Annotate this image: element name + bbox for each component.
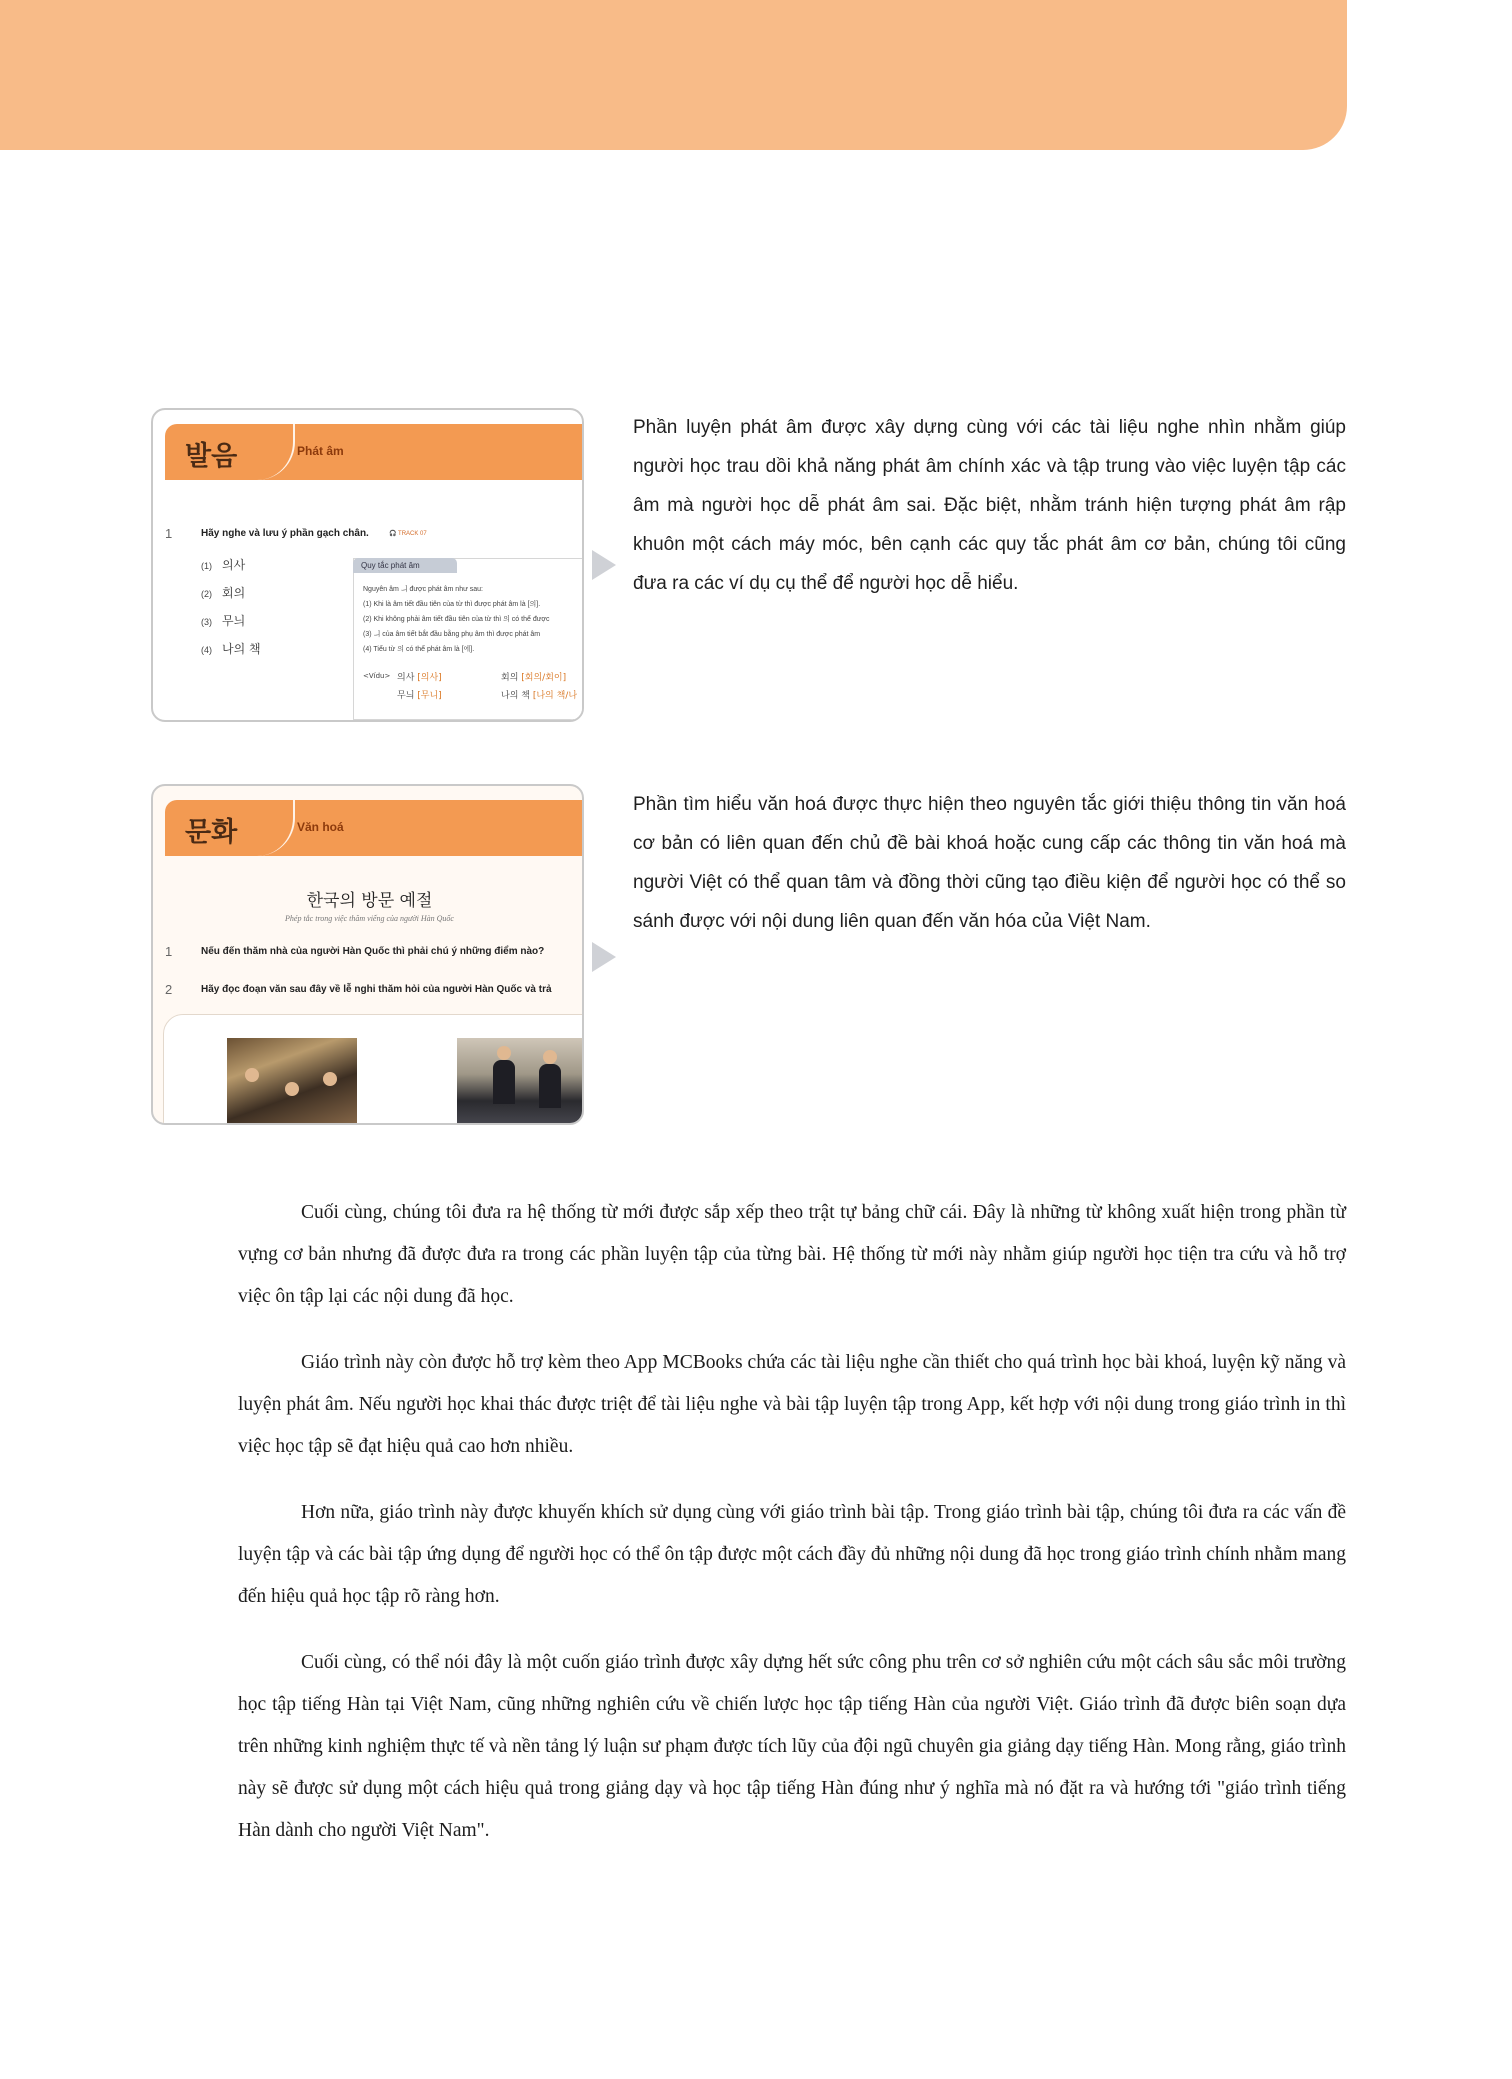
section-banner <box>165 800 584 856</box>
question-number: 2 <box>165 982 173 997</box>
example-item: 무늬 [무니] <box>397 691 442 701</box>
handshake-photo <box>457 1038 584 1125</box>
body-paragraph: Cuối cùng, có thể nói đây là một cuốn giáo trình được xây dựng hết sức công phu trên cơ sở nghiên cứu một cách sâu sắc môi trường học tập tiếng Hàn tại Việt Nam, cũng những nghiên cứu về chiến lược học tập tiếng Hàn của người Việt. Giáo trình đã được biên soạn dựa trên những kinh nghiệm thực tế và nền tảng lý luận sư phạm được tích lũy của đội ngũ chuyên gia giảng dạy tiếng Hàn. Mong rằng, giáo trình này sẽ được sử dụng một cách hiệu quả trong giảng dạy và học tập tiếng Hàn đúng như ý nghĩa mà nó đặt ra và hướng tới "giáo trình tiếng Hàn dành cho người Việt Nam". <box>238 1652 1346 1841</box>
banner-title-vi: Phát âm <box>297 444 344 458</box>
culture-subheading: Phép tắc trong việc thăm viếng của người Hàn Quốc <box>285 914 454 923</box>
vocab-item: (4) 나의 책 <box>201 642 261 656</box>
rule-tab: Quy tắc phát âm <box>353 558 457 573</box>
question-number: 1 <box>165 526 173 541</box>
audio-track-label: 🎧 TRACK 07 <box>389 531 427 537</box>
banner-title-vi: Văn hoá <box>297 820 344 834</box>
body-paragraph: Cuối cùng, chúng tôi đưa ra hệ thống từ mới được sắp xếp theo trật tự bảng chữ cái. Đây là những từ không xuất hiện trong phần từ vựng cơ bản nhưng đã được đưa ra trong các phần luyện tập của từng bài. Hệ thống từ mới này nhằm giúp người học tiện tra cứu và hỗ trợ việc ôn tập lại các nội dung đã học. <box>238 1202 1346 1307</box>
example-item: 회의 [회의/회이] <box>501 673 567 683</box>
culture-preview-card <box>151 784 584 1125</box>
banner-divider <box>257 800 295 856</box>
pronunciation-preview-card <box>151 408 584 722</box>
section-banner <box>165 424 584 480</box>
culture-heading: 한국의 방문 예절 <box>306 891 433 911</box>
headphone-icon: 🎧 <box>389 531 397 537</box>
rule-line: (2) Khi không phải âm tiết đầu tiên của từ thì 의 có thể được <box>363 616 550 623</box>
question-text: Hãy nghe và lưu ý phần gạch chân. <box>201 528 369 539</box>
body-paragraph: Hơn nữa, giáo trình này được khuyến khích sử dụng cùng với giáo trình bài tập. Trong giáo trình bài tập, chúng tôi đưa ra các vấn đề luyện tập và các bài tập ứng dụng để người học có thể ôn tập được một cách đầy đủ những nội dung đã học trong giáo trình chính nhằm mang đến hiệu quả học tập rõ ràng hơn. <box>238 1502 1346 1607</box>
rule-line: Nguyên âm ㅢ được phát âm như sau: <box>363 586 483 593</box>
banner-title-ko: 발음 <box>185 441 238 472</box>
examples-label: <Vídu> <box>363 672 391 680</box>
rule-line: (4) Tiểu từ 의 có thể phát âm là [에]. <box>363 646 475 653</box>
question-number: 1 <box>165 944 173 959</box>
body-paragraph: Giáo trình này còn được hỗ trợ kèm theo App MCBooks chứa các tài liệu nghe cần thiết cho quá trình học bài khoá, luyện kỹ năng và luyện phát âm. Nếu người học khai thác được triệt để tài liệu nghe và bài tập luyện tập trong App, kết hợp với nội dung trong giáo trình in thì việc học tập sẽ đạt hiệu quả cao hơn nhiều. <box>238 1352 1346 1457</box>
vocab-item: (3) 무늬 <box>201 614 246 628</box>
example-item: 의사 [의사] <box>397 673 442 683</box>
banner-title-ko: 문화 <box>185 817 238 848</box>
question-text: Nếu đến thăm nhà của người Hàn Quốc thì phải chú ý những điểm nào? <box>201 946 545 957</box>
rule-line: (3) ㅢ của âm tiết bắt đầu bằng phụ âm thì được phát âm <box>363 631 541 638</box>
arrow-right-icon <box>592 942 616 972</box>
home-visit-photo <box>227 1038 357 1125</box>
arrow-right-icon <box>592 550 616 580</box>
vocab-item: (1) 의사 <box>201 558 246 572</box>
culture-description: Phần tìm hiểu văn hoá được thực hiện theo nguyên tắc giới thiệu thông tin văn hoá cơ bản có liên quan đến chủ đề bài khoá hoặc cung cấp các thông tin văn hoá mà người Việt có thể quan tâm và đồng thời cũng tạo điều kiện để người học có thể so sánh được với nội dung liên quan đến văn hóa của Việt Nam. <box>633 794 1346 932</box>
question-text: Hãy đọc đoạn văn sau đây về lễ nghi thăm hỏi của người Hàn Quốc và trả <box>201 984 552 995</box>
vocab-item: (2) 회의 <box>201 586 246 600</box>
rule-line: (1) Khi là âm tiết đầu tiên của từ thì được phát âm là [의]. <box>363 601 541 608</box>
banner-divider <box>257 424 295 480</box>
pronunciation-description: Phần luyện phát âm được xây dựng cùng với các tài liệu nghe nhìn nhằm giúp người học trau dồi khả năng phát âm chính xác và tập trung vào việc luyện tập các âm mà người học dễ phát âm sai. Đặc biệt, nhằm tránh hiện tượng phát âm rập khuôn một cách máy móc, bên cạnh các quy tắc phát âm cơ bản, chúng tôi cũng đưa ra các ví dụ cụ thể để người học dễ hiểu. <box>633 417 1346 594</box>
example-item: 나의 책 [나의 책/나 <box>501 691 578 701</box>
header-band <box>0 0 1347 150</box>
